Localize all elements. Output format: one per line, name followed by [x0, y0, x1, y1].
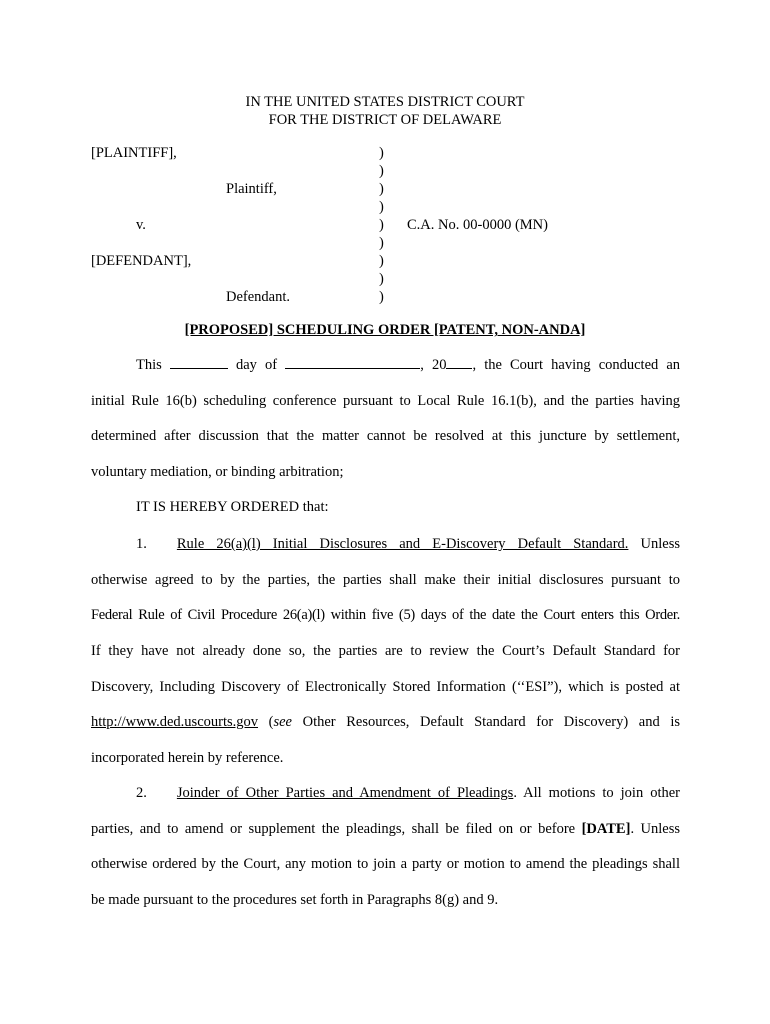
ordered-statement: IT IS HEREBY ORDERED that:	[136, 499, 329, 515]
section-2-heading: Joinder of Other Parties and Amendment of Pleadings	[176, 785, 514, 801]
caption-paren: )	[379, 181, 384, 197]
court-name-line: IN THE UNITED STATES DISTRICT COURT	[245, 94, 525, 110]
caption-paren: )	[379, 199, 384, 215]
section-2-line-1: 2. Joinder of Other Parties and Amendment of Pleadings. All motions to join other	[136, 785, 680, 801]
day-blank	[170, 367, 228, 369]
caption-paren: )	[379, 253, 384, 269]
section-1-heading: Rule 26(a)(l) Initial Disclosures and E-Discovery Default Standard.	[176, 536, 629, 552]
month-blank	[285, 367, 420, 369]
section-1	[91, 535, 680, 785]
section-2-line-2: parties, and to amend or supplement the pleadings, shall be filed on or before [DATE]. Unless	[91, 820, 680, 837]
defendant-name: [DEFENDANT],	[91, 253, 192, 269]
defendant-role: Defendant.	[226, 289, 291, 305]
section-1-line-5: Discovery, Including Discovery of Electronically Stored Information (‘‘ESI”), which is posted at	[91, 678, 680, 695]
caption-paren: )	[379, 271, 384, 287]
section-1-line-2: otherwise agreed to by the parties, the parties shall make their initial disclosures pursuant to	[91, 571, 680, 588]
document-title: [PROPOSED] SCHEDULING ORDER [PATENT, NON-ANDA]	[184, 322, 586, 338]
section-2-number: 2.	[136, 785, 147, 801]
intro-line-2: initial Rule 16(b) scheduling conference pursuant to Local Rule 16.1(b), and the parties having	[91, 392, 680, 409]
section-1-line-1: 1. Rule 26(a)(l) Initial Disclosures and E-Discovery Default Standard. Unless	[136, 536, 681, 552]
caption-paren: )	[379, 289, 384, 305]
versus-label: v.	[136, 217, 146, 233]
caption-paren: )	[379, 235, 384, 251]
court-district-line: FOR THE DISTRICT OF DELAWARE	[268, 112, 502, 128]
year-blank	[446, 367, 472, 369]
intro-paragraph	[91, 356, 680, 499]
section-1-line-3: Federal Rule of Civil Procedure 26(a)(l) within five (5) days of the date the Court enters this Order.	[91, 607, 680, 624]
caption-paren: )	[379, 145, 384, 161]
intro-line-3: determined after discussion that the matter cannot be resolved at this juncture by settlement,	[91, 428, 680, 445]
case-number: C.A. No. 00-0000 (MN)	[407, 217, 548, 233]
section-1-line-7: incorporated herein by reference.	[91, 750, 284, 767]
court-website-link[interactable]: http://www.ded.uscourts.gov	[91, 714, 259, 731]
section-1-line-4: If they have not already done so, the parties are to review the Court’s Default Standard for	[91, 643, 680, 660]
plaintiff-role: Plaintiff,	[226, 181, 277, 197]
caption-paren: )	[379, 163, 384, 179]
section-1-number: 1.	[136, 536, 147, 552]
section-2-line-3: otherwise ordered by the Court, any motion to join a party or motion to amend the pleadings shall	[91, 856, 680, 873]
section-2-line-4: be made pursuant to the procedures set forth in Paragraphs 8(g) and 9.	[91, 892, 499, 909]
section-1-line-6: http://www.ded.uscourts.gov (see Other Resources, Default Standard for Discovery) and is	[91, 714, 681, 731]
section-2	[91, 784, 680, 927]
intro-line-4: voluntary mediation, or binding arbitration;	[91, 464, 344, 481]
caption-paren: )	[379, 217, 384, 233]
intro-line-1: This day of , 20 , the Court having conducted an	[136, 357, 681, 373]
date-placeholder: [DATE]	[581, 820, 631, 837]
plaintiff-name: [PLAINTIFF],	[91, 145, 177, 161]
